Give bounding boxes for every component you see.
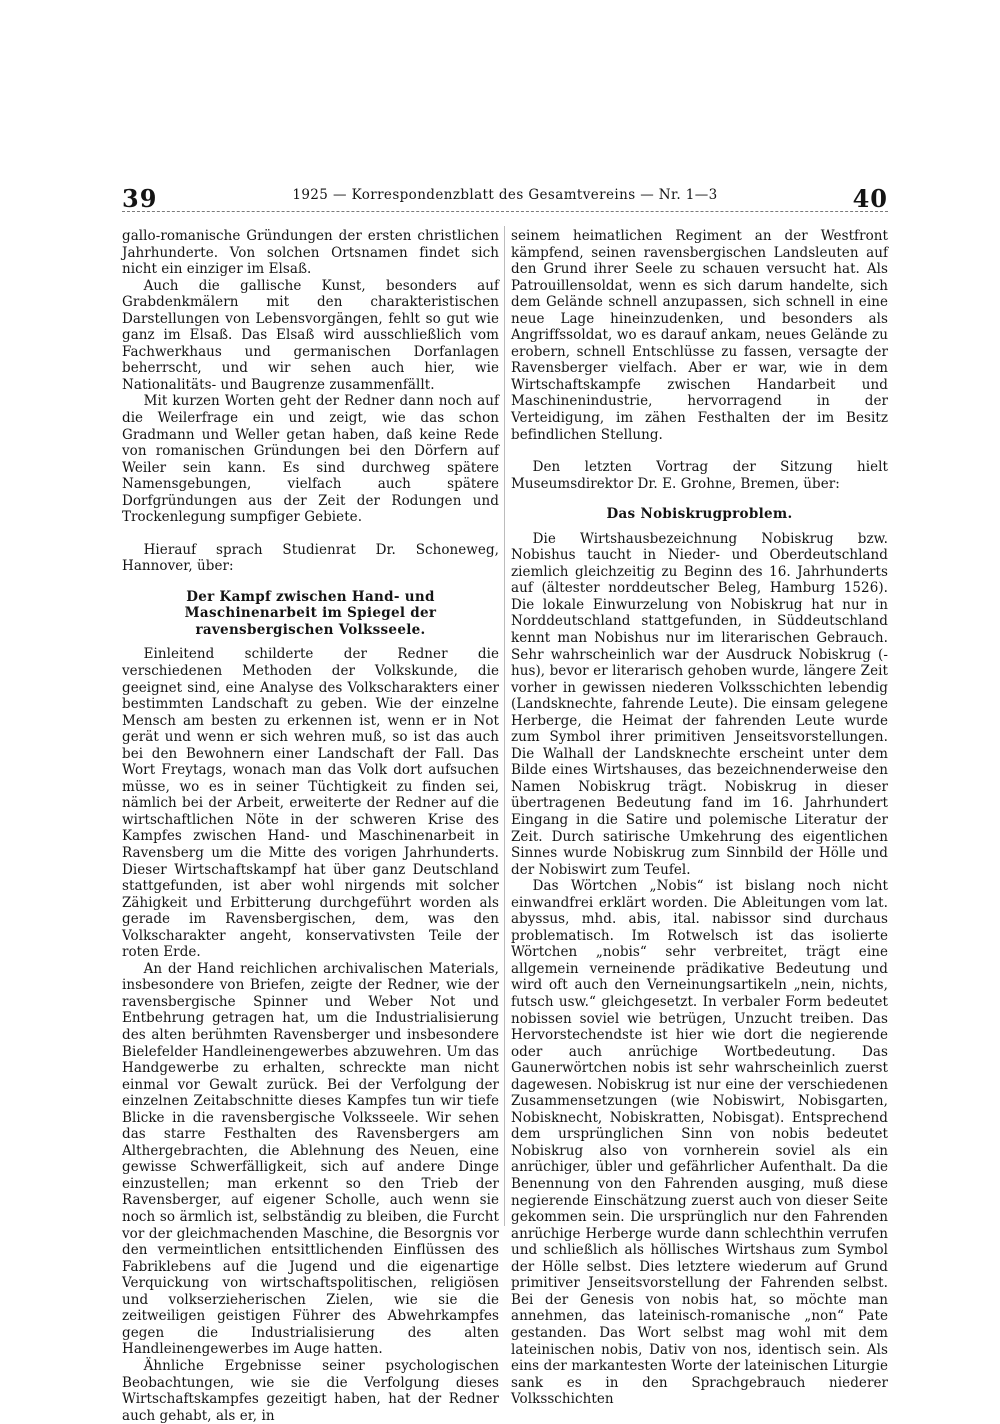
paragraph: Mit kurzen Worten geht der Redner dann noch auf die Weilerfrage ein und zeigt, wie das schon Gradmann und Weller getan haben, daß keine Rede von romanischen Gründungen bei den Dörfern auf Weiler sein kann. Es sind durchweg spätere Namensgebungen, vielfach auch spätere Dorfgründungen aus der Zeit der Rodungen und Trockenlegung sumpfiger Gebiete. [122, 393, 499, 526]
header-rule [122, 211, 888, 212]
paragraph: Das Wörtchen „Nobis“ ist bislang noch nicht einwandfrei erklärt worden. Die Ableitungen vom lat. abyssus, mhd. abis, ital. nabissor sind durchaus problematisch. Im Rotwelsch ist das isolierte Wörtchen „nobis“ sehr verbreitet, trägt eine allgemein verneinende prädikative Bedeutung und wird oft auch den Verneinungsartikeln „nein, nichts, futsch usw.“ gleichgesetzt. In verbaler Form bedeutet nobissen soviel wie betrügen, Unzucht treiben. Das Hervorstechendste ist hier wie dort die negierende oder auch anrüchige Wortbedeutung. Das Gaunerwörtchen nobis ist sehr wahrscheinlich zuerst dagewesen. Nobiskrug ist nur eine der verschiedenen Zusammensetzungen (wie Nobiswirt, Nobisgarten, Nobisknecht, Nobiskratten, Nobisgat). Entsprechend dem ursprünglichen Sinn von nobis bedeutet Nobiskrug also von vornherein soviel als ein anrüchiger, übler und gefährlicher Aufenthalt. Da die Benennung von den Fahrenden ausging, muß diese negierende Einschätzung zuerst auch von dieser Seite gekommen sein. Die ursprünglich nur den Fahrenden anrüchige Herberge wurde dann schlechthin verrufen und schließlich als höllisches Wirtshaus zum Symbol der Hölle selbst. Dies letztere wiederum auf Grund primitiver Jenseitsvorstellung der Fahrenden selbst. Bei der Genesis von nobis hat, so möchte man annehmen, das lateinisch-romanische „non“ Pate gestanden. Das Wort selbst mag wohl mit dem lateinischen nobis, Dativ von nos, identisch sein. Als eins der markantesten Worte der lateinischen Liturgie sank es in den Sprachgebrauch niederer Volksschichten [511, 878, 888, 1408]
paragraph: gallo-romanische Gründungen der ersten christlichen Jahrhunderte. Von solchen Ortsnamen findet sich nicht ein einziger im Elsaß. [122, 228, 499, 278]
paragraph: Ähnliche Ergebnisse seiner psychologischen Beobachtungen, wie sie die Verfolgung dieses Wirtschaftskampfes gezeitigt haben, hat der Redner auch gehabt, als er, in [122, 1357, 499, 1424]
paragraph: Die Wirtshausbezeichnung Nobiskrug bzw. Nobishus taucht in Nieder- und Oberdeutschland ziemlich gleichzeitig zu Beginn des 16. Jahrhunderts auf (ältester norddeutscher Beleg, Hamburg 1526). Die lokale Einwurzelung von Nobiskrug hat nur in Norddeutschland stattgefunden, in Süddeutschland kennt man Nobishus nur im literarischen Gebrauch. Sehr wahrscheinlich war der Ausdruck Nobiskrug (-hus), bevor er literarisch gehoben wurde, längere Zeit vorher in gewissen niederen Volksschichten lebendig (Landsknechte, fahrende Leute). Die einsam gelegene Herberge, die Heimat der fahrenden Leute wurde zum Symbol ihrer primitiven Jenseitsvorstellungen. Die Walhall der Landsknechte erscheint unter dem Bilde eines Wirtshauses, das bezeichnenderweise den Namen Nobiskrug trägt. Nobiskrug in dieser übertragenen Bedeutung fand im 16. Jahrhundert Eingang in die Satire und polemische Literatur der Zeit. Durch satirische Umkehrung des eigentlichen Sinnes wurde Nobiskrug zum Sinnbild der Hölle und der Nobiswirt zum Teufel. [511, 530, 888, 878]
left-page-number: 39 [122, 184, 158, 213]
right-page-number: 40 [852, 184, 888, 213]
paragraph: seinem heimatlichen Regiment an der Westfront kämpfend, seinen ravensbergischen Landsleuten auf den Grund ihrer Seele zu schauen versucht hat. Als Patrouillensoldat, wenn es sich darum handelte, sich dem Gelände schnell anzupassen, sich schnell in eine neue Lage hineinzudenken, und besonders als Angriffssoldat, wo es darauf ankam, neues Gelände zu erobern, schnell Entschlüsse zu fassen, versagte der Ravensberger vielfach. Aber er war, wie in dem Wirtschaftskampfe zwischen Handarbeit und Maschinenindustrie, hervorragend in der Verteidigung, im zähen Festhalten der im Besitz befindlichen Stellung. [511, 228, 888, 443]
column-divider [504, 226, 505, 1226]
left-column [122, 228, 499, 1424]
paragraph: Den letzten Vortrag der Sitzung hielt Museumsdirektor Dr. E. Grohne, Bremen, über: [511, 459, 888, 492]
paragraph: An der Hand reichlichen archivalischen Materials, insbesondere von Briefen, zeigte der Redner, wie der ravensbergische Spinner und Weber Not und Entbehrung getragen hat, um die Industrialisierung des alten berühmten Ravensberger und insbesondere Bielefelder Handleinengewerbes abzuwehren. Um das Handgewerbe zu erhalten, schreckte man nicht einmal vor Gewalt zurück. Bei der Verfolgung der einzelnen Zeitabschnitte dieses Kampfes tun wir tiefe Blicke in die ravensbergische Volksseele. Wir sehen das starre Festhalten des Ravensbergers am Althergebrachten, die Ablehnung des Neuen, eine gewisse Schwerfälligkeit, sich auf andere Dinge einzustellen; man erkennt so den Trieb der Ravensberger, auf eigener Scholle, auch wenn sie noch so ärmlich ist, selbständig zu bleiben, die Furcht vor der gleichmachenden Maschine, die Besorgnis vor den vermeintlichen entsittlichenden Einflüssen des Fabriklebens auf die Jugend und die eigenartige Verquickung von wirtschaftspolitischen, religiösen und volkserzieherischen Zielen, wie sie die zeitweiligen geistigen Führer des Abwehrkampfes gegen die Industrialisierung des alten Handleinengewerbes im Auge hatten. [122, 960, 499, 1358]
paragraph: Hierauf sprach Studienrat Dr. Schoneweg, Hannover, über: [122, 541, 499, 575]
page-header [122, 178, 888, 218]
running-title: 1925 — Korrespondenzblatt des Gesamtvereins — Nr. 1—3 [292, 187, 718, 203]
paragraph: Auch die gallische Kunst, besonders auf Grabdenkmälern mit den charakteristischen Darstellungen von Lebensvorgängen, fehlt so gut wie ganz im Elsaß. Das Elsaß wird ausschließlich vom Fachwerkhaus und germanischen Dorfanlagen beherrscht, und wir sehen auch hier, wie Nationalitäts- und Baugrenze zusammenfällt. [122, 277, 499, 393]
section-heading: Der Kampf zwischen Hand- und Maschinenarbeit im Spiegel der ravensbergischen Volksseele. [184, 588, 437, 638]
right-column [511, 228, 888, 1408]
paragraph: Einleitend schilderte der Redner die verschiedenen Methoden der Volkskunde, die geeignet sind, eine Analyse des Volkscharakters einer bestimmten Landschaft zu geben. Wie der einzelne Mensch am besten zu erkennen ist, wenn er in Not gerät und wenn er sich wehren muß, so ist das auch bei den Bewohnern einer Landschaft der Fall. Das Wort Freytags, wonach man das Volk dort aufsuchen müsse, wo es in seiner Tüchtigkeit zu finden sei, nämlich bei der Arbeit, erweiterte der Redner auf die wirtschaftlichen Nöte in der schweren Krise des Kampfes zwischen Hand- und Maschinenarbeit in Ravensberg um die Mitte des vorigen Jahrhunderts. Dieser Wirtschaftskampf hat über ganz Deutschland stattgefunden, ist aber wohl nirgends mit solcher Zähigkeit und Erbitterung durchgeführt worden als gerade im Ravensbergischen, dem, was den Volkscharakter angeht, konservativsten Teile der roten Erde. [122, 646, 499, 961]
section-heading: Das Nobiskrugproblem. [606, 506, 793, 523]
